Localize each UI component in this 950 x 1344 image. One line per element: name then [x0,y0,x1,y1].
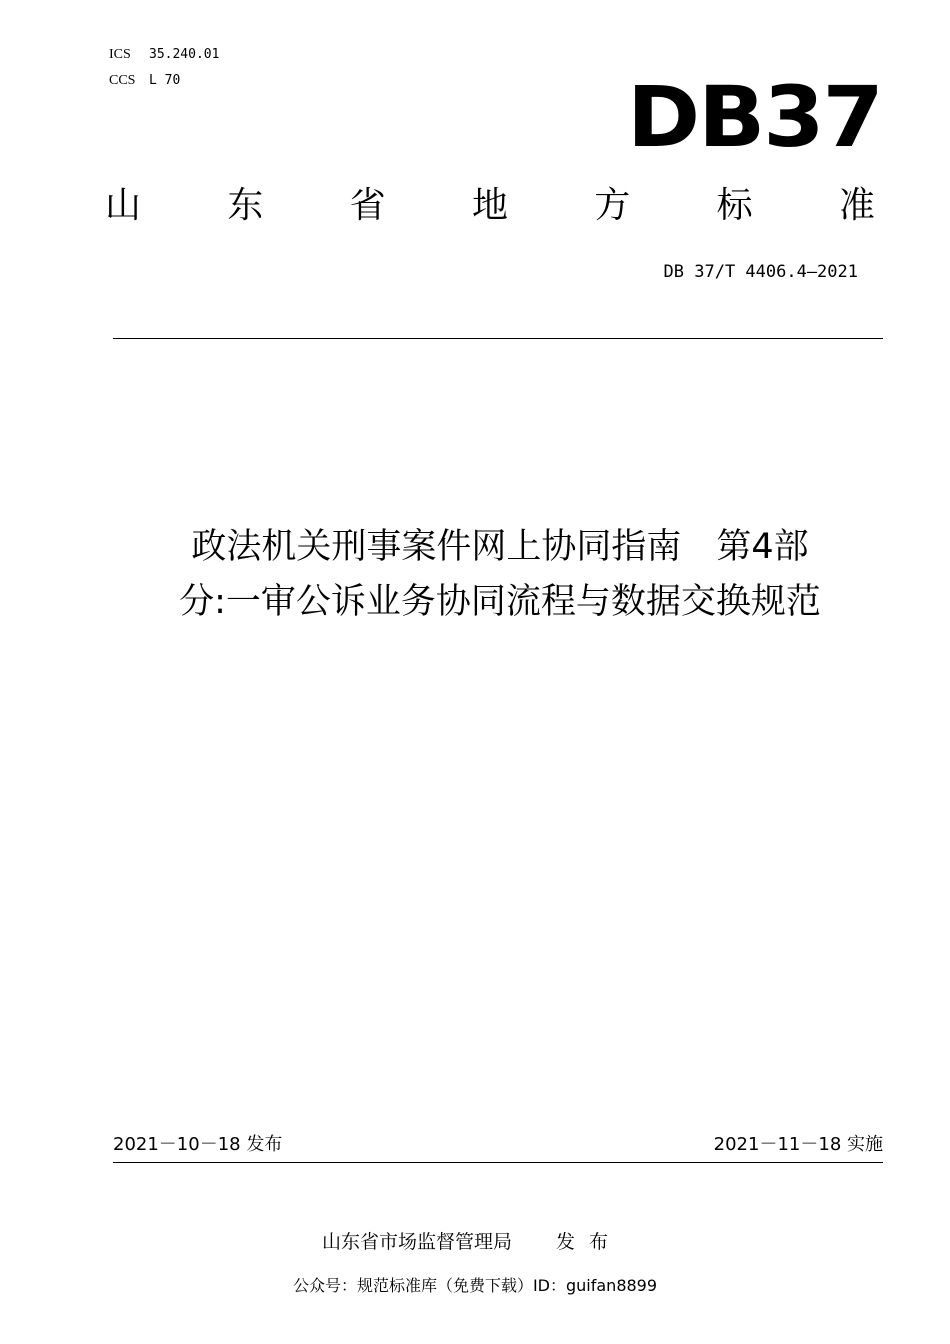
issuer-line [322,1230,622,1254]
title-line-2: 分:一审公诉业务协同流程与数据交换规范 [179,582,821,622]
ics-label: ICS [109,47,131,62]
document-title [105,520,895,630]
date-divider [113,1162,883,1163]
issuer-name: 山东省市场监督管理局 [322,1231,513,1253]
standard-type-heading [105,184,875,228]
footnote: 公众号：规范标准库（免费下载）ID：guifan8899 [292,1276,658,1295]
title-line-1: 政法机关刑事案件网上协同指南 第4部 [191,527,809,567]
header-divider [113,338,883,339]
standard-number: DB 37/T 4406.4—2021 [663,262,858,282]
release-date: 2021－10－18 发布 [113,1134,283,1155]
ics-code: 35.240.01 [149,47,220,62]
ics-classification [109,47,219,63]
issuer-action: 发布 [556,1231,623,1253]
ccs-label: CCS [109,73,136,88]
standard-type-char: 标 [716,185,753,226]
standard-type-char: 山 [105,185,142,226]
implementation-date: 2021－11－18 实施 [713,1134,883,1155]
ccs-classification [109,73,180,89]
standard-type-char: 东 [227,185,264,226]
standard-type-char: 地 [471,185,508,226]
ccs-code: L 70 [149,73,181,88]
standard-type-char: 方 [594,185,631,226]
standard-type-char: 省 [349,185,386,226]
standard-type-char: 准 [838,185,875,226]
db37-logo: DB37 [627,68,882,166]
